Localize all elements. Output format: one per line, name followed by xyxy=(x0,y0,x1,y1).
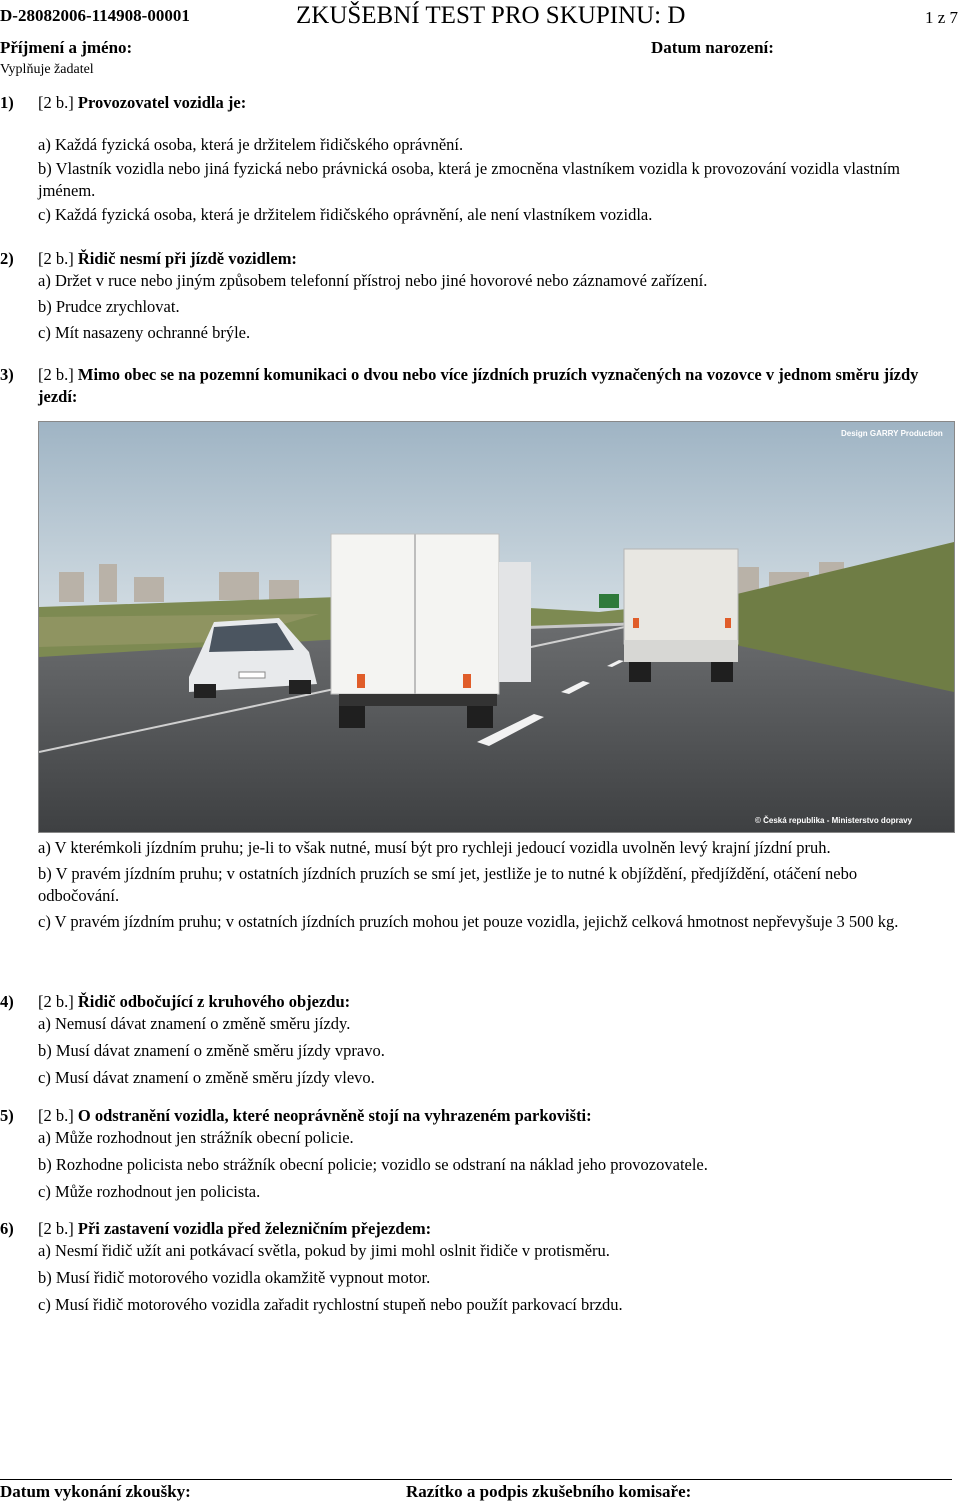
question-text: Provozovatel vozidla je: xyxy=(77,93,247,112)
answer-b[interactable]: b) Musí dávat znamení o změně směru jízdy vpravo. xyxy=(38,1041,385,1060)
question-text: Řidič nesmí při jízdě vozidlem: xyxy=(77,249,297,268)
answer-b[interactable]: b) Musí řidič motorového vozidla okamžitě vypnout motor. xyxy=(38,1268,431,1287)
question-points: [2 b.] xyxy=(38,93,74,112)
answer-a[interactable]: a) Držet v ruce nebo jiným způsobem telefonní přístroj nebo jiné hovorové nebo záznamové zařízení. xyxy=(38,271,708,290)
answer-a[interactable]: a) Nemusí dávat znamení o změně směru jízdy. xyxy=(38,1014,351,1033)
answer-c[interactable]: c) V pravém jízdním pruhu; v ostatních jízdních pruzích mohou jet pouze vozidla, jejichž celková hmotnost nepřevyšuje 3 500 kg. xyxy=(38,912,899,931)
answer-b[interactable]: b) Vlastník vozidla nebo jiná fyzická nebo právnická osoba, která je zmocněna vlastníkem vozidla k provozování vozidla vlastním jménem. xyxy=(38,159,901,200)
page-counter: 1 z 7 xyxy=(924,8,958,27)
answer-c[interactable]: c) Mít nasazeny ochranné brýle. xyxy=(38,323,251,342)
answer-a[interactable]: a) Nesmí řidič užít ani potkávací světla, pokud by jimi mohl oslnit řidiče v protisměru. xyxy=(38,1241,610,1260)
answer-c[interactable]: c) Musí dávat znamení o změně směru jízdy vlevo. xyxy=(38,1068,375,1087)
answer-a[interactable]: a) Každá fyzická osoba, která je držitelem řidičského oprávnění. xyxy=(38,135,464,154)
question-2 xyxy=(0,248,950,344)
question-text: Řidič odbočující z kruhového objezdu: xyxy=(77,992,351,1011)
answer-c[interactable]: c) Musí řidič motorového vozidla zařadit rychlostní stupeň nebo použít parkovací brzdu. xyxy=(38,1295,623,1314)
question-number: 2) xyxy=(0,249,14,268)
question-text: Mimo obec se na pozemní komunikaci o dvou nebo více jízdních pruzích vyznačených na vozovce v jednom směru jízdy jezdí: xyxy=(38,365,919,406)
photo-credit-bottom: © Česká republika - Ministerstvo dopravy xyxy=(755,816,913,825)
fill-note: Vyplňuje žadatel xyxy=(0,62,94,77)
highway-scene-image xyxy=(39,422,954,832)
birthdate-label: Datum narození: xyxy=(651,38,774,57)
exam-date-label: Datum vykonání zkoušky: xyxy=(0,1482,191,1501)
question-number: 1) xyxy=(0,93,14,112)
answer-c[interactable]: c) Každá fyzická osoba, která je držitelem řidičského oprávnění, ale není vlastníkem vozidla. xyxy=(38,205,653,224)
answer-b[interactable]: b) Rozhodne policista nebo strážník obecní policie; vozidlo se odstraní na náklad jeho provozovatele. xyxy=(38,1155,708,1174)
question-number: 3) xyxy=(0,365,14,384)
question-number: 6) xyxy=(0,1219,14,1238)
answer-b[interactable]: b) Prudce zrychlovat. xyxy=(38,297,180,316)
answer-b[interactable]: b) V pravém jízdním pruhu; v ostatních jízdních pruzích se smí jet, jestliže je to nutné k objíždění, předjíždění, otáčení nebo odbočování. xyxy=(38,864,858,905)
question-points: [2 b.] xyxy=(38,992,74,1011)
footer-divider xyxy=(0,1479,952,1480)
answer-c[interactable]: c) Může rozhodnout jen policista. xyxy=(38,1182,261,1201)
question-3 xyxy=(0,364,950,408)
examiner-signature-label: Razítko a podpis zkušebního komisaře: xyxy=(406,1482,692,1501)
document-id: D-28082006-114908-00001 xyxy=(0,6,190,25)
answer-a[interactable]: a) Může rozhodnout jen strážník obecní policie. xyxy=(38,1128,354,1147)
question-number: 5) xyxy=(0,1106,14,1125)
question-1 xyxy=(0,92,950,226)
question-points: [2 b.] xyxy=(38,365,74,384)
question-text: Při zastavení vozidla před železničním přejezdem: xyxy=(77,1219,432,1238)
question-points: [2 b.] xyxy=(38,1219,74,1238)
question-5 xyxy=(0,1105,950,1203)
name-label: Příjmení a jméno: xyxy=(0,38,133,57)
question-3-answers xyxy=(0,837,950,933)
answer-a[interactable]: a) V kterémkoli jízdním pruhu; je-li to však nutné, musí být pro rychleji jedoucí vozidla uvolněn levý krajní jízdní pruh. xyxy=(38,838,831,857)
photo-credit-top: Design GARRY Production xyxy=(841,429,943,438)
question-4 xyxy=(0,991,950,1089)
question-text: O odstranění vozidla, které neoprávněně stojí na vyhrazeném parkovišti: xyxy=(77,1106,592,1125)
road-photo xyxy=(38,421,955,833)
question-number: 4) xyxy=(0,992,14,1011)
question-6 xyxy=(0,1218,950,1316)
question-points: [2 b.] xyxy=(38,249,74,268)
page-title: ZKUŠEBNÍ TEST PRO SKUPINU: D xyxy=(296,2,686,29)
question-points: [2 b.] xyxy=(38,1106,74,1125)
